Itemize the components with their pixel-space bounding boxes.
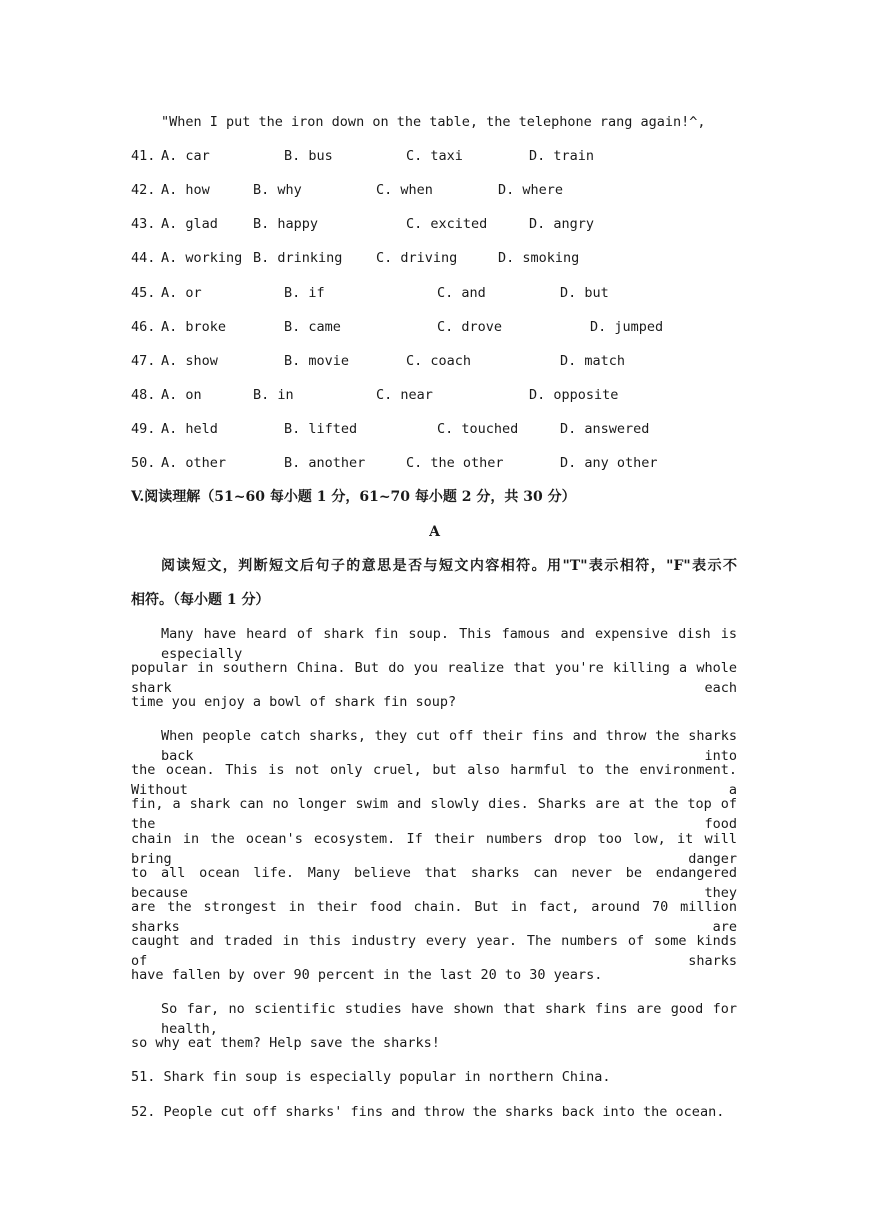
option-a: A. broke xyxy=(161,319,227,335)
passage-line: so why eat them? Help save the sharks! xyxy=(131,1035,440,1051)
option-a: A. show xyxy=(161,353,218,369)
option-d: D. answered xyxy=(560,421,650,437)
option-a: A. car xyxy=(161,148,210,164)
option-a: A. other xyxy=(161,455,227,471)
question-number: 48. xyxy=(131,387,156,403)
question-number: 42. xyxy=(131,182,156,198)
option-d: D. but xyxy=(560,285,609,301)
option-c: C. the other xyxy=(406,455,504,471)
option-d: D. smoking xyxy=(498,250,580,266)
option-c: C. touched xyxy=(437,421,519,437)
option-a: A. how xyxy=(161,182,210,198)
question-number: 47. xyxy=(131,353,156,369)
question-number: 46. xyxy=(131,319,156,335)
passage-line: popular in southern China. But do you realize that you're killing a whole shark each xyxy=(131,660,737,696)
passage-line: the ocean. This is not only cruel, but also harmful to the environment. Without a xyxy=(131,762,737,798)
passage-line: chain in the ocean's ecosystem. If their numbers drop too low, it will bring danger xyxy=(131,831,737,867)
statement-51: 51. Shark fin soup is especially popular in northern China. xyxy=(131,1069,611,1085)
passage-line: So far, no scientific studies have shown that shark fins are good for health, xyxy=(161,1001,737,1037)
option-b: B. another xyxy=(284,455,366,471)
question-number: 50. xyxy=(131,455,156,471)
passage-line: to all ocean life. Many believe that sharks can never be endangered because they xyxy=(131,865,737,901)
passage-line: have fallen by over 90 percent in the last 20 to 30 years. xyxy=(131,967,603,983)
option-a: A. held xyxy=(161,421,218,437)
passage-line: are the strongest in their food chain. But in fact, around 70 million sharks are xyxy=(131,899,737,935)
passage-line: time you enjoy a bowl of shark fin soup? xyxy=(131,694,457,710)
option-c: C. drove xyxy=(437,319,503,335)
option-b: B. movie xyxy=(284,353,350,369)
option-c: C. near xyxy=(376,387,433,403)
option-b: B. drinking xyxy=(253,250,343,266)
option-d: D. where xyxy=(498,182,564,198)
option-b: B. bus xyxy=(284,148,333,164)
option-d: D. angry xyxy=(529,216,595,232)
option-c: C. when xyxy=(376,182,433,198)
question-number: 49. xyxy=(131,421,156,437)
passage-label: A xyxy=(429,524,440,540)
option-b: B. if xyxy=(284,285,325,301)
option-b: B. came xyxy=(284,319,341,335)
option-a: A. on xyxy=(161,387,202,403)
section-title: V.阅读理解（51~60 每小题 1 分，61~70 每小题 2 分，共 30 分） xyxy=(131,489,576,505)
question-number: 41. xyxy=(131,148,156,164)
instructions-line-2: 相符。（每小题 1 分） xyxy=(131,592,270,608)
option-a: A. working xyxy=(161,250,243,266)
option-c: C. taxi xyxy=(406,148,463,164)
option-c: C. excited xyxy=(406,216,488,232)
statement-52: 52. People cut off sharks' fins and throw the sharks back into the ocean. xyxy=(131,1104,725,1120)
passage-line: fin, a shark can no longer swim and slowly dies. Sharks are at the top of the food xyxy=(131,796,737,832)
option-a: A. glad xyxy=(161,216,218,232)
option-d: D. match xyxy=(560,353,626,369)
option-b: B. lifted xyxy=(284,421,358,437)
option-b: B. why xyxy=(253,182,302,198)
option-b: B. in xyxy=(253,387,294,403)
passage-line: caught and traded in this industry every year. The numbers of some kinds of sharks xyxy=(131,933,737,969)
question-number: 44. xyxy=(131,250,156,266)
option-c: C. coach xyxy=(406,353,472,369)
option-d: D. train xyxy=(529,148,595,164)
quote-line: "When I put the iron down on the table, the telephone rang again!^, xyxy=(161,114,706,130)
option-c: C. driving xyxy=(376,250,458,266)
instructions-line-1: 阅读短文，判断短文后句子的意思是否与短文内容相符。用"T"表示相符，"F"表示不 xyxy=(161,558,737,574)
option-b: B. happy xyxy=(253,216,319,232)
option-d: D. opposite xyxy=(529,387,619,403)
passage-line: Many have heard of shark fin soup. This famous and expensive dish is especially xyxy=(161,626,737,662)
option-c: C. and xyxy=(437,285,486,301)
question-number: 45. xyxy=(131,285,156,301)
question-number: 43. xyxy=(131,216,156,232)
option-d: D. jumped xyxy=(590,319,664,335)
option-d: D. any other xyxy=(560,455,658,471)
passage-line: When people catch sharks, they cut off their fins and throw the sharks back into xyxy=(161,728,737,764)
option-a: A. or xyxy=(161,285,202,301)
